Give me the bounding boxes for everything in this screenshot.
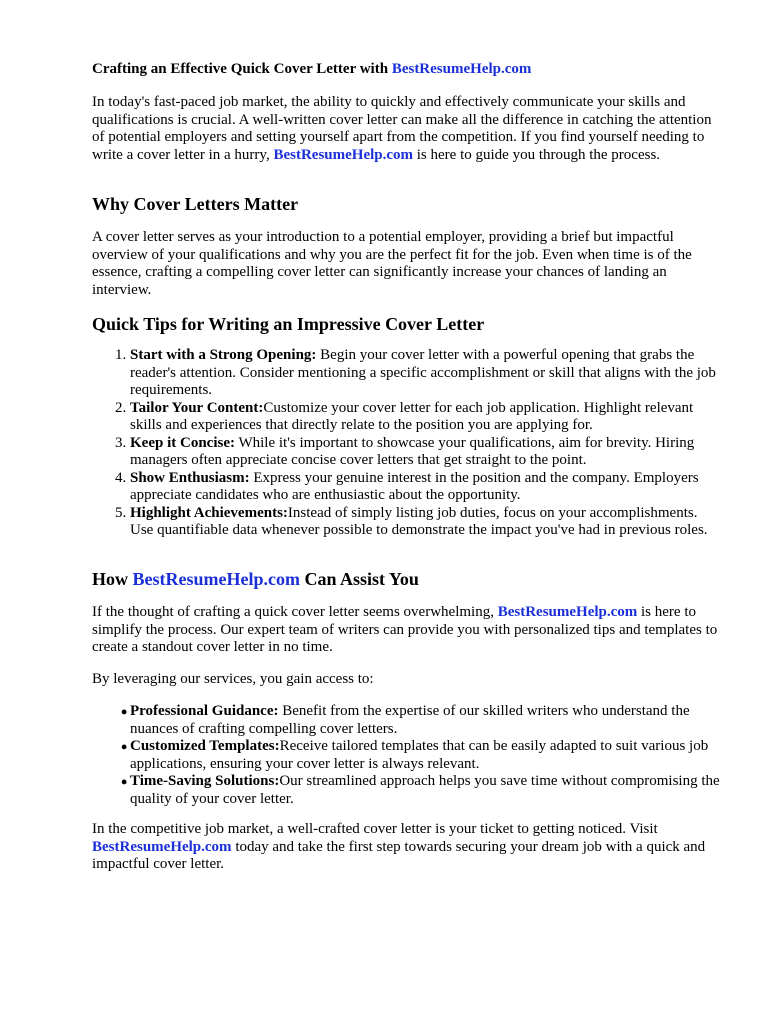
assist-text-b: is here to simplify the process. Our expert team of writers can provide you with personalized tips and templates to create a standout cover letter in no time.	[92, 604, 718, 655]
service-text: Benefit from the expertise of our skilled writers who understand the nuances of crafting compelling cover letters.	[130, 703, 690, 737]
title-site-link[interactable]: BestResumeHelp.com	[391, 61, 532, 77]
service-label: Customized Templates:	[130, 738, 280, 754]
services-intro: By leveraging our services, you gain access to:	[92, 671, 374, 687]
tip-label: Show Enthusiasm:	[130, 469, 250, 486]
services-list-container	[92, 703, 722, 808]
service-text: Receive tailored templates that can be easily adapted to suit various job applications, ensuring your cover letter is always relevant.	[130, 738, 709, 772]
service-label: Time-Saving Solutions:	[130, 773, 280, 789]
intro-paragraph	[92, 94, 722, 164]
closing-text-b: today and take the first step towards securing your dream job with a quick and impactful cover letter.	[92, 838, 706, 872]
tip-text: Express your genuine interest in the position and the company. Employers appreciate candidates who are enthusiastic about the opportunity.	[130, 469, 699, 503]
tips-list	[92, 347, 722, 540]
list-item	[130, 505, 722, 540]
document-title	[92, 61, 722, 79]
list-item	[130, 347, 722, 400]
assist-heading-prefix: How	[92, 569, 133, 589]
tip-text: While it's important to showcase your qualifications, aim for brevity. Hiring managers often appreciate concise cover letters that get straight to the point.	[130, 434, 695, 468]
tip-text: Begin your cover letter with a powerful opening that grabs the reader's attention. Consider mentioning a specific accomplishment or skill that aligns with the job requirements.	[130, 347, 716, 398]
closing-text-a: In the competitive job market, a well-crafted cover letter is your ticket to getting noticed. Visit	[92, 821, 658, 837]
tip-label: Start with a Strong Opening:	[130, 347, 317, 363]
assist-heading-suffix: Can Assist You	[299, 569, 419, 589]
service-text: Our streamlined approach helps you save time without compromising the quality of your cover letter.	[130, 773, 720, 807]
tip-text: Instead of simply listing job duties, focus on your accomplishments. Use quantifiable data whenever possible to demonstrate the impact you've had in previous roles.	[130, 504, 708, 538]
closing-site-link[interactable]: BestResumeHelp.com	[92, 838, 232, 855]
intro-text-b: is here to guide you through the process.	[413, 146, 661, 163]
assist-text-a: If the thought of crafting a quick cover letter seems overwhelming,	[92, 604, 498, 620]
list-item	[130, 773, 722, 808]
tip-label: Tailor Your Content:	[130, 399, 264, 416]
list-item	[130, 435, 722, 470]
tip-label: Highlight Achievements:	[130, 504, 288, 521]
why-heading: Why Cover Letters Matter	[92, 194, 299, 214]
services-list	[92, 703, 722, 808]
assist-paragraph	[92, 604, 722, 657]
tip-label: Keep it Concise:	[130, 434, 235, 451]
intro-text-a: In today's fast-paced job market, the ability to quickly and effectively communicate your skills and qualifications is crucial. A well-written cover letter can make all the difference in catching the attention of potential employers and setting yourself apart from the competition. If you find yourself needing to write a cover letter in a hurry,	[92, 94, 712, 163]
assist-site-link[interactable]: BestResumeHelp.com	[497, 604, 638, 620]
list-item	[130, 400, 722, 435]
list-item	[130, 470, 722, 505]
list-item	[130, 738, 722, 773]
tips-heading: Quick Tips for Writing an Impressive Cover Letter	[92, 314, 485, 334]
why-paragraph: A cover letter serves as your introduction to a potential employer, providing a brief but impactful overview of your qualifications and why you are the perfect fit for the job. Even when time is of the essence, crafting a compelling cover letter can significantly increase your chances of landing an interview.	[92, 229, 692, 298]
closing-paragraph	[92, 821, 722, 874]
assist-heading	[92, 568, 722, 590]
service-label: Professional Guidance:	[130, 703, 279, 719]
intro-site-link[interactable]: BestResumeHelp.com	[273, 146, 414, 163]
tips-list-container	[92, 347, 722, 540]
list-item	[130, 703, 722, 738]
title-text: Crafting an Effective Quick Cover Letter with	[92, 61, 392, 77]
assist-heading-site-link[interactable]: BestResumeHelp.com	[132, 569, 300, 589]
tip-text: Customize your cover letter for each job application. Highlight relevant skills and experiences that directly relate to the position you are applying for.	[130, 399, 694, 433]
